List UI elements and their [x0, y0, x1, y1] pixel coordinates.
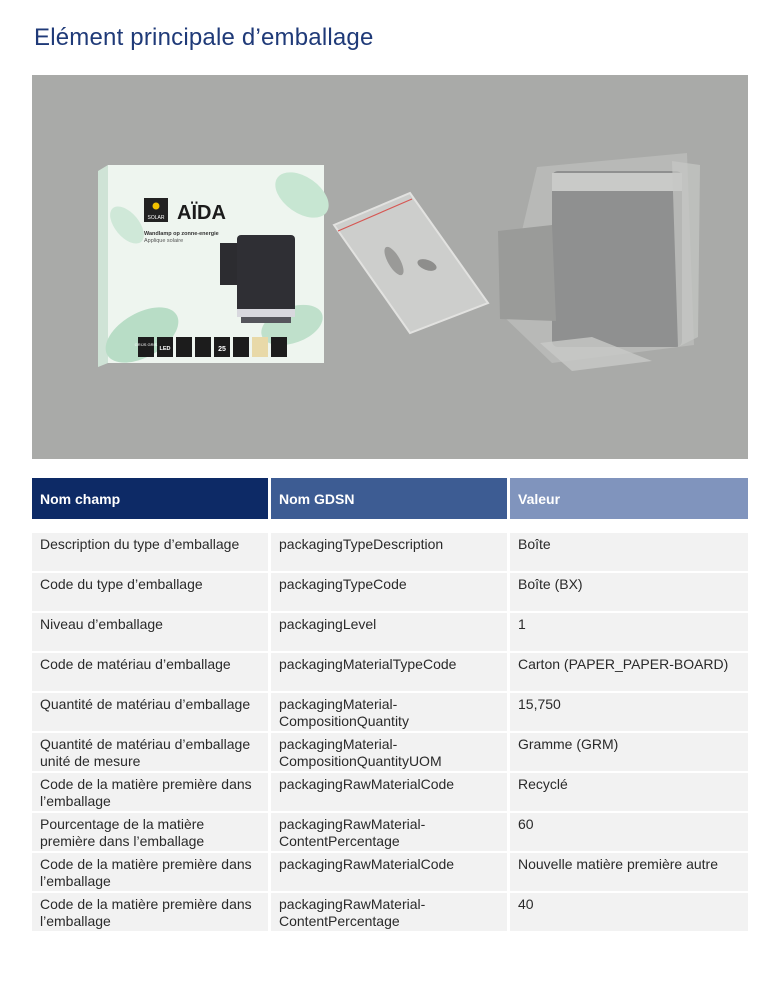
- cell-field: Code de matériau d’emballage: [32, 653, 268, 691]
- table-row: [32, 533, 748, 571]
- cell-value: Carton (PAPER_PAPER-BOARD): [510, 653, 748, 691]
- cell-value: 60: [510, 813, 748, 851]
- cell-value: Boîte: [510, 533, 748, 571]
- box-icon-strip: [135, 337, 287, 357]
- cell-field: Code du type d’emballage: [32, 573, 268, 611]
- table-row: [32, 733, 748, 771]
- cell-field: Code de la matière première dans l’emballage: [32, 773, 268, 811]
- table-row: [32, 613, 748, 651]
- cell-gdsn: packagingMaterial-CompositionQuantity: [271, 693, 507, 731]
- box-subtitle-nl: Wandlamp op zonne-energie: [144, 231, 219, 237]
- cell-gdsn: packagingLevel: [271, 613, 507, 651]
- cell-value: 40: [510, 893, 748, 931]
- cell-gdsn: packagingRawMaterialCode: [271, 853, 507, 891]
- header-nom-champ: Nom champ: [32, 478, 268, 519]
- icon-label-lumen: 25: [218, 346, 226, 353]
- cell-field: Description du type d’emballage: [32, 533, 268, 571]
- cell-value: Gramme (GRM): [510, 733, 748, 771]
- box-subtitle-fr: Applique solaire: [144, 238, 184, 244]
- page-title: Elément principale d’emballage: [34, 24, 374, 51]
- cell-value: 15,750: [510, 693, 748, 731]
- wrapped-lamp: [498, 153, 700, 371]
- cell-value: 1: [510, 613, 748, 651]
- cell-value: Recyclé: [510, 773, 748, 811]
- header-nom-gdsn: Nom GDSN: [271, 478, 507, 519]
- cell-gdsn: packagingTypeCode: [271, 573, 507, 611]
- table-row: [32, 573, 748, 611]
- table-row: [32, 893, 748, 931]
- cell-field: Quantité de matériau d’emballage: [32, 693, 268, 731]
- table-header: [32, 478, 748, 519]
- cell-gdsn: packagingMaterialTypeCode: [271, 653, 507, 691]
- icon-label-led: LED: [159, 346, 171, 352]
- table-row: [32, 853, 748, 891]
- screw-bag: [334, 193, 488, 333]
- cell-gdsn: packagingRawMaterial-ContentPercentage: [271, 893, 507, 931]
- table-row: [32, 653, 748, 691]
- cell-gdsn: packagingRawMaterial-ContentPercentage: [271, 813, 507, 851]
- cell-value: Nouvelle matière première autre: [510, 853, 748, 891]
- product-photo: [32, 75, 748, 459]
- cell-gdsn: packagingTypeDescription: [271, 533, 507, 571]
- table-row: [32, 693, 748, 731]
- cell-gdsn: packagingRawMaterialCode: [271, 773, 507, 811]
- packaging-table: [32, 478, 748, 933]
- table-row: [32, 773, 748, 811]
- cell-field: Code de la matière première dans l’emballage: [32, 893, 268, 931]
- header-valeur: Valeur: [510, 478, 748, 519]
- cell-field: Pourcentage de la matière première dans l’emballage: [32, 813, 268, 851]
- solar-badge-text: SOLAR: [147, 215, 165, 221]
- cell-field: Niveau d’emballage: [32, 613, 268, 651]
- cell-gdsn: packagingMaterial-CompositionQuantityUOM: [271, 733, 507, 771]
- table-row: [32, 813, 748, 851]
- cell-value: Boîte (BX): [510, 573, 748, 611]
- cell-field: Quantité de matériau d’emballage unité de mesure: [32, 733, 268, 771]
- box-brand-text: AÏDA: [177, 202, 226, 224]
- icon-label-color: GRIJS GRIS: [134, 342, 158, 347]
- cell-field: Code de la matière première dans l’emballage: [32, 853, 268, 891]
